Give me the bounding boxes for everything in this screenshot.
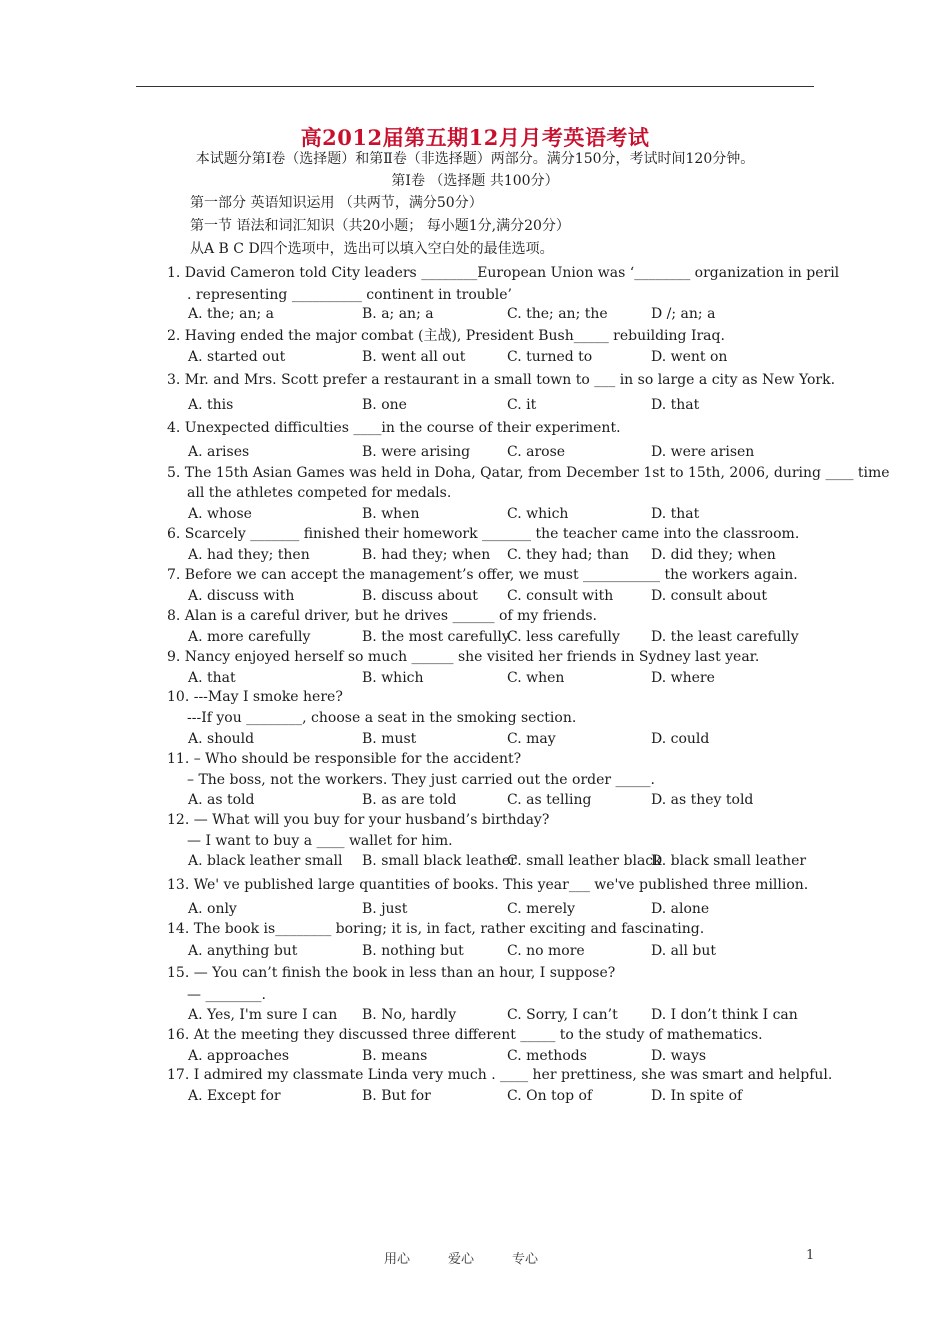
answer-option: A. anything but <box>188 943 298 959</box>
answer-option: C. methods <box>507 1048 587 1064</box>
question-stem: 8. Alan is a careful driver, but he drives ______ of my friends. <box>167 608 597 624</box>
question-line: all the athletes competed for medals. <box>187 485 452 501</box>
question-stem: 3. Mr. and Mrs. Scott prefer a restaurant in a small town to ___ in so large a city as New York. <box>167 372 836 388</box>
section-heading: 第一节 语法和词汇知识（共20小题； 每小题1分,满分20分） <box>190 218 570 234</box>
answer-option: C. consult with <box>507 588 614 604</box>
question-stem: 4. Unexpected difficulties ____in the course of their experiment. <box>167 420 621 436</box>
exam-title: 高2012届第五期12月月考英语考试 <box>300 125 650 150</box>
answer-option: D. that <box>651 506 700 522</box>
answer-option: B. one <box>362 397 407 413</box>
answer-option: A. started out <box>188 349 286 365</box>
answer-option: D. went on <box>651 349 728 365</box>
answer-option: D /; an; a <box>651 306 716 322</box>
answer-option: B. discuss about <box>362 588 478 604</box>
answer-option: A. the; an; a <box>188 306 274 322</box>
answer-option: B. means <box>362 1048 428 1064</box>
answer-option: D. were arisen <box>651 444 755 460</box>
answer-option: C. no more <box>507 943 585 959</box>
answer-option: A. should <box>188 731 255 747</box>
answer-option: A. arises <box>188 444 250 460</box>
page-number: 1 <box>806 1248 815 1263</box>
footer-word: 用心 <box>384 1252 411 1267</box>
answer-option: A. that <box>188 670 236 686</box>
answer-option: B. which <box>362 670 424 686</box>
question-stem: 1. David Cameron told City leaders ________European Union was ‘________ organization in peril <box>167 265 840 281</box>
answer-option: C. turned to <box>507 349 593 365</box>
answer-option: A. as told <box>188 792 255 808</box>
question-line: – The boss, not the workers. They just carried out the order _____. <box>187 772 655 788</box>
answer-option: C. arose <box>507 444 566 460</box>
answer-option: A. this <box>188 397 234 413</box>
question-line: . representing __________ continent in trouble’ <box>187 287 512 303</box>
answer-option: C. the; an; the <box>507 306 608 322</box>
exam-intro: 本试题分第Ⅰ卷（选择题）和第Ⅱ卷（非选择题）两部分。满分150分，考试时间120分钟。 <box>195 151 755 167</box>
question-stem: 14. The book is________ boring; it is, in fact, rather exciting and fascinating. <box>167 921 705 937</box>
volume-heading: 第Ⅰ卷 （选择题 共100分） <box>391 173 559 189</box>
question-stem: 17. I admired my classmate Linda very much . ____ her prettiness, she was smart and helpful. <box>167 1067 833 1083</box>
answer-option: C. On top of <box>507 1088 593 1104</box>
answer-option: C. merely <box>507 901 576 917</box>
answer-option: C. they had; than <box>507 547 629 563</box>
question-stem: 5. The 15th Asian Games was held in Doha, Qatar, from December 1st to 15th, 2006, during ____ time <box>167 465 890 481</box>
answer-option: C. when <box>507 670 565 686</box>
answer-option: B. were arising <box>362 444 471 460</box>
question-line: — I want to buy a ____ wallet for him. <box>187 833 453 849</box>
answer-option: A. whose <box>188 506 252 522</box>
question-stem: 11. – Who should be responsible for the accident? <box>167 751 522 767</box>
question-line: — ________. <box>187 987 266 1003</box>
question-stem: 2. Having ended the major combat (主战), President Bush_____ rebuilding Iraq. <box>167 328 725 344</box>
answer-option: B. small black leather <box>362 853 517 869</box>
question-stem: 13. We' ve published large quantities of books. This year___ we've published three million. <box>167 877 809 893</box>
answer-option: D. alone <box>651 901 710 917</box>
footer-word: 爱心 <box>448 1252 475 1267</box>
answer-option: D. as they told <box>651 792 754 808</box>
question-stem: 10. ---May I smoke here? <box>167 689 343 705</box>
answer-option: B. nothing but <box>362 943 464 959</box>
answer-option: D. the least carefully <box>651 629 799 645</box>
question-stem: 16. At the meeting they discussed three different _____ to the study of mathematics. <box>167 1027 763 1043</box>
answer-option: A. black leather small <box>188 853 343 869</box>
answer-option: D. consult about <box>651 588 768 604</box>
answer-option: B. But for <box>362 1088 431 1104</box>
answer-option: B. just <box>362 901 408 917</box>
answer-option: A. Yes, I'm sure I can <box>188 1007 338 1023</box>
answer-option: C. may <box>507 731 556 747</box>
answer-option: D. did they; when <box>651 547 776 563</box>
answer-option: A. discuss with <box>188 588 295 604</box>
answer-option: C. as telling <box>507 792 592 808</box>
answer-option: B. must <box>362 731 417 747</box>
answer-option: D. that <box>651 397 700 413</box>
answer-option: C. less carefully <box>507 629 620 645</box>
footer-word: 专心 <box>512 1252 539 1267</box>
instruction-text: 从A B C D四个选项中，选出可以填入空白处的最佳选项。 <box>190 241 554 257</box>
answer-option: B. had they; when <box>362 547 491 563</box>
answer-option: C. it <box>507 397 537 413</box>
answer-option: A. Except for <box>188 1088 281 1104</box>
answer-option: B. No, hardly <box>362 1007 457 1023</box>
part-heading: 第一部分 英语知识运用 （共两节，满分50分） <box>190 195 483 211</box>
answer-option: C. small leather black <box>507 853 662 869</box>
answer-option: A. only <box>188 901 237 917</box>
answer-option: B. the most carefully <box>362 629 510 645</box>
answer-option: D. I don’t think I can <box>651 1007 798 1023</box>
answer-option: B. went all out <box>362 349 466 365</box>
header-rule <box>136 86 814 87</box>
answer-option: B. a; an; a <box>362 306 434 322</box>
answer-option: D. could <box>651 731 710 747</box>
question-stem: 15. — You can’t finish the book in less than an hour, I suppose? <box>167 965 616 981</box>
question-line: ---If you ________, choose a seat in the smoking section. <box>187 710 577 726</box>
answer-option: B. when <box>362 506 420 522</box>
answer-option: B. as are told <box>362 792 457 808</box>
answer-option: A. more carefully <box>188 629 311 645</box>
question-stem: 7. Before we can accept the management’s offer, we must ___________ the workers again. <box>167 567 798 583</box>
answer-option: C. Sorry, I can’t <box>507 1007 618 1023</box>
answer-option: A. approaches <box>188 1048 290 1064</box>
answer-option: D. all but <box>651 943 716 959</box>
question-stem: 12. — What will you buy for your husband’s birthday? <box>167 812 550 828</box>
answer-option: C. which <box>507 506 569 522</box>
answer-option: D. where <box>651 670 715 686</box>
answer-option: D. In spite of <box>651 1088 743 1104</box>
question-stem: 6. Scarcely _______ finished their homework _______ the teacher came into the classroom. <box>167 526 800 542</box>
question-stem: 9. Nancy enjoyed herself so much ______ she visited her friends in Sydney last year. <box>167 649 760 665</box>
answer-option: D. black small leather <box>651 853 807 869</box>
answer-option: D. ways <box>651 1048 707 1064</box>
answer-option: A. had they; then <box>188 547 310 563</box>
